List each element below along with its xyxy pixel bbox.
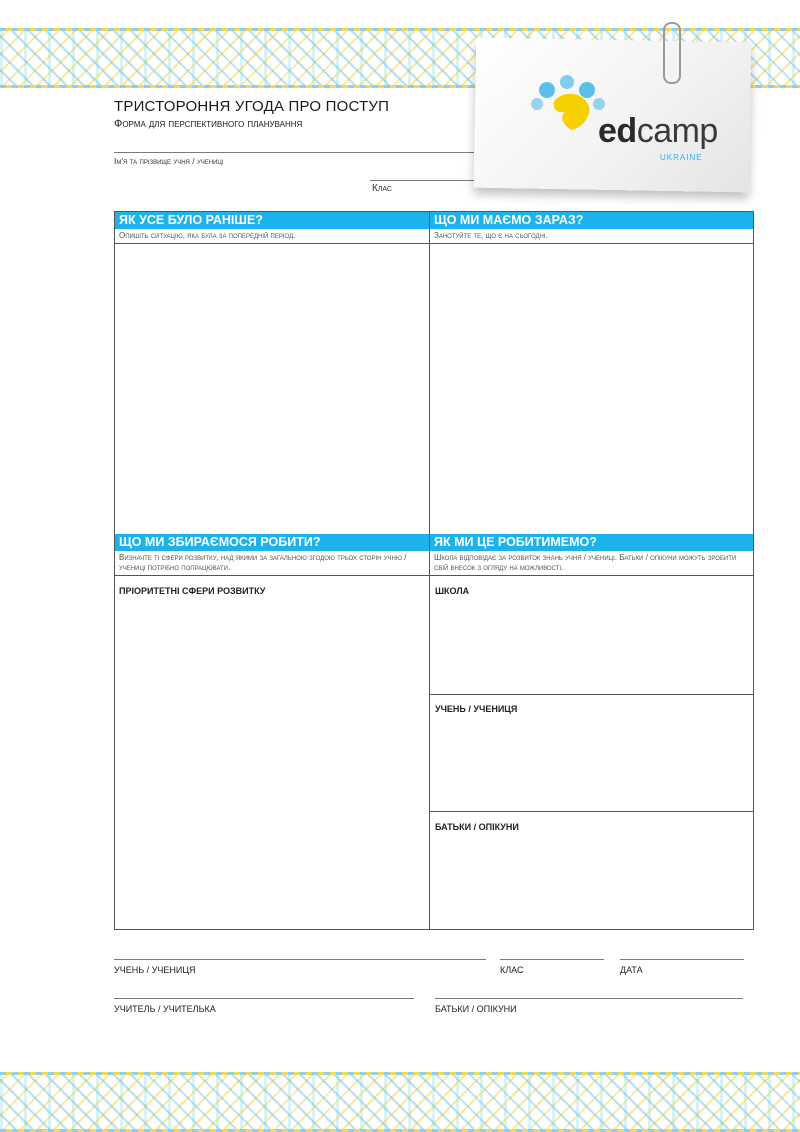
title-block [114, 98, 389, 130]
student-name-line[interactable] [114, 152, 474, 153]
section-now-hint: Занотуйте те, що є на сьогодні. [430, 229, 753, 244]
class-caption: Клас [372, 183, 392, 194]
page-title: ТРИСТОРОННЯ УГОДА ПРО ПОСТУП [114, 98, 390, 115]
parents-label: БАТЬКИ / ОПІКУНИ [435, 822, 519, 832]
section-past-write-area[interactable] [115, 242, 429, 534]
class-line[interactable] [370, 180, 474, 181]
parents-signature-label: БАТЬКИ / ОПІКУНИ [435, 1004, 517, 1014]
class-signature-label: КЛАС [500, 965, 524, 975]
student-signature-line[interactable] [114, 959, 486, 960]
section-now-title: ЩО МИ МАЄМО ЗАРАЗ? [430, 212, 753, 229]
school-divider [429, 694, 753, 695]
date-signature-line[interactable] [620, 959, 744, 960]
section-plan-title: ЩО МИ ЗБИРАЄМОСЯ РОБИТИ? [115, 534, 429, 551]
logo-text-bold: ed [598, 112, 637, 150]
bottom-ornament-border [0, 1072, 800, 1132]
section-past-hint: Опишіть ситуацію, яка була за попередній період. [115, 229, 429, 244]
class-signature-line[interactable] [500, 959, 604, 960]
student-signature-label: УЧЕНЬ / УЧЕНИЦЯ [114, 965, 196, 975]
section-how-hint: Школа відповідає за розвиток знань учня / учениці. Батьки / опікуни можуть зробити свій внесок з огляду на можливості. [430, 551, 753, 576]
priority-areas-label: ПРІОРИТЕТНІ СФЕРИ РОЗВИТКУ [119, 586, 266, 596]
section-plan [115, 534, 429, 576]
teacher-signature-line[interactable] [114, 998, 414, 999]
school-label: ШКОЛА [435, 586, 470, 596]
section-how [430, 534, 753, 576]
section-past-title: ЯК УСЕ БУЛО РАНІШЕ? [115, 212, 429, 229]
page-subtitle: Форма для перспективного планування [114, 118, 303, 130]
teacher-signature-label: УЧИТЕЛЬ / УЧИТЕЛЬКА [114, 1004, 216, 1014]
logo-wordmark [598, 112, 718, 151]
section-now [430, 212, 753, 244]
student-label: УЧЕНЬ / УЧЕНИЦЯ [435, 704, 518, 714]
agreement-grid [114, 211, 754, 930]
section-plan-hint: Визначте ті сфери розвитку, над якими за загальною згодою трьох сторін учню / учениці потрібно попрацювати. [115, 551, 429, 576]
section-now-write-area[interactable] [430, 242, 753, 534]
logo-text-light: camp [636, 112, 718, 150]
paper-clip-icon [663, 22, 681, 84]
date-signature-label: ДАТА [620, 965, 643, 975]
student-name-caption: Ім'я та прізвище учня / учениці [114, 156, 224, 166]
section-past [115, 212, 429, 244]
section-how-title: ЯК МИ ЦЕ РОБИТИМЕМО? [430, 534, 753, 551]
student-divider [429, 811, 753, 812]
parents-signature-line[interactable] [435, 998, 743, 999]
logo-subtext: UKRAINE [660, 153, 703, 162]
